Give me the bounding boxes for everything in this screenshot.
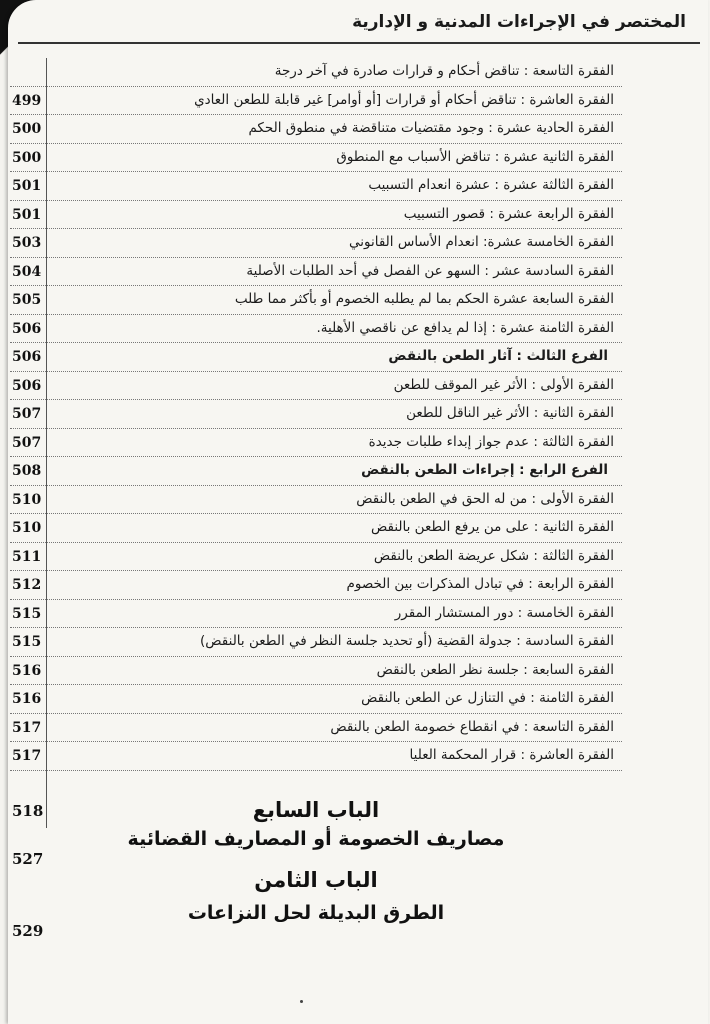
toc-row: [10, 486, 622, 515]
toc-page-number: 508: [12, 463, 42, 479]
toc-row: [10, 685, 622, 714]
chapter-8-heading: [10, 868, 622, 924]
toc-page-number: 506: [12, 349, 42, 365]
toc-branch-row: [10, 343, 622, 372]
toc-row: [10, 172, 622, 201]
toc-row: [10, 201, 622, 230]
toc-entry-text: الفقرة الثانية : الأثر غير الناقل للطعن: [406, 405, 614, 421]
toc-page-number: 511: [12, 548, 42, 565]
toc-entry-text: الفقرة الثامنة عشرة : إذا لم يدافع عن ناقصي الأهلية.: [316, 319, 614, 336]
chapter-8-title-page: 529: [12, 922, 44, 940]
toc-row: [10, 429, 622, 458]
toc-page-number: 510: [12, 520, 42, 536]
toc-entry-text: الفقرة العاشرة : تناقض أحكام أو قرارات [أو أوامر] غير قابلة للطعن العادي: [194, 91, 614, 108]
toc-row: [10, 571, 622, 600]
toc-entry-text: الفقرة الخامسة : دور المستشار المقرر: [394, 604, 614, 621]
toc-entry-text: الفقرة الرابعة عشرة : قصور التسبيب: [403, 205, 614, 222]
toc-entry-text: الفقرة الثالثة : شكل عريضة الطعن بالنقض: [373, 547, 614, 564]
toc-entry-text: الفقرة الثالثة : عدم جواز إبداء طلبات جديدة: [368, 433, 614, 450]
toc-page-number: 517: [12, 719, 42, 736]
toc-entry-text: الفقرة الثالثة عشرة : عشرة انعدام التسبيب: [368, 177, 614, 193]
toc-page-number: 506: [12, 320, 42, 337]
toc-row: [10, 258, 622, 287]
toc-entry-text: الفقرة الأولى : الأثر غير الموقف للطعن: [393, 376, 614, 393]
toc-entry-text: الفقرة السادسة : جدولة القضية (أو تحديد جلسة النظر في الطعن بالنقض): [199, 633, 614, 649]
toc-page-number: 507: [12, 434, 42, 451]
toc-page-number: 503: [12, 235, 42, 251]
toc-page-number: 501: [12, 178, 42, 194]
toc-page-number: 506: [12, 377, 42, 394]
toc-page-number: 501: [12, 206, 42, 223]
toc-row: [10, 600, 622, 629]
toc-page-number: 507: [12, 406, 42, 422]
toc-page-number: 504: [12, 263, 42, 280]
toc-branch-row: [10, 457, 622, 486]
chapter-7-label-page: 518: [12, 802, 44, 820]
toc-entry-text: الفقرة الأولى : من له الحق في الطعن بالنقض: [356, 490, 614, 507]
chapter-7-title-page: 527: [12, 850, 44, 868]
toc-entry-text: الفقرة الثانية عشرة : تناقض الأسباب مع المنطوق: [336, 148, 614, 165]
toc-row: [10, 628, 622, 657]
toc-entry-text: الفقرة الرابعة : في تبادل المذكرات بين الخصوم: [346, 576, 614, 592]
toc-entry-text: الفقرة العاشرة : قرار المحكمة العليا: [409, 747, 614, 763]
toc-row: [10, 58, 622, 87]
toc-row: [10, 514, 622, 543]
toc-row: [10, 87, 622, 116]
table-of-contents: [10, 58, 622, 771]
toc-row: [10, 714, 622, 743]
toc-row: [10, 543, 622, 572]
toc-row: [10, 286, 622, 315]
toc-page-number: 500: [12, 149, 42, 166]
toc-entry-text: الفقرة الحادية عشرة : وجود مقتضيات متناقضة في منطوق الحكم: [248, 120, 614, 136]
toc-entry-text: الفقرة الخامسة عشرة: انعدام الأساس القانوني: [349, 234, 614, 250]
running-header: المختصر في الإجراءات المدنية و الإدارية: [352, 12, 686, 32]
toc-entry-text: الفقرة السادسة عشر : السهو عن الفصل في أحد الطلبات الأصلية: [246, 262, 614, 279]
toc-entry-text: الفقرة التاسعة : في انقطاع خصومة الطعن بالنقض: [330, 718, 614, 735]
toc-page-number: 516: [12, 662, 42, 679]
toc-entry-text: الفقرة السابعة عشرة الحكم بما لم يطلبه الخصوم أو بأكثر مما طلب: [234, 291, 614, 307]
chapter-7-heading: [10, 798, 622, 850]
toc-page-number: 515: [12, 634, 42, 650]
toc-entry-text: الفقرة التاسعة : تناقض أحكام و قرارات صادرة في آخر درجة: [274, 63, 614, 79]
toc-row: [10, 115, 622, 144]
toc-entry-text: الفقرة السابعة : جلسة نظر الطعن بالنقض: [376, 661, 614, 678]
toc-row: [10, 742, 622, 771]
chapter-7-title: مصاريف الخصومة أو المصاريف القضائية: [127, 828, 505, 850]
toc-page-number: 500: [12, 121, 42, 137]
toc-row: [10, 229, 622, 258]
toc-row: [10, 144, 622, 173]
toc-page-number: 515: [12, 605, 42, 622]
toc-page-number: 512: [12, 577, 42, 593]
toc-page-number: 516: [12, 691, 42, 707]
chapter-8-label: الباب الثامن: [254, 868, 378, 892]
footer-dot: [300, 1000, 303, 1003]
toc-page-number: 510: [12, 491, 42, 508]
toc-page-number: 499: [12, 92, 42, 109]
chapter-7-label: الباب السابع: [252, 798, 380, 822]
toc-row: [10, 315, 622, 344]
chapter-8-title: الطرق البديلة لحل النزاعات: [187, 902, 445, 924]
toc-page-number: 505: [12, 292, 42, 308]
header-rule: [18, 42, 700, 44]
toc-entry-text: الفقرة الثانية : على من يرفع الطعن بالنقض: [370, 519, 614, 535]
toc-entry-text: الفرع الثالث : آثار الطعن بالنقض: [388, 348, 608, 364]
toc-page-number: 517: [12, 748, 42, 764]
toc-row: [10, 657, 622, 686]
toc-entry-text: الفقرة الثامنة : في التنازل عن الطعن بالنقض: [361, 690, 614, 706]
toc-row: [10, 400, 622, 429]
toc-row: [10, 372, 622, 401]
toc-entry-text: الفرع الرابع : إجراءات الطعن بالنقض: [361, 462, 608, 478]
